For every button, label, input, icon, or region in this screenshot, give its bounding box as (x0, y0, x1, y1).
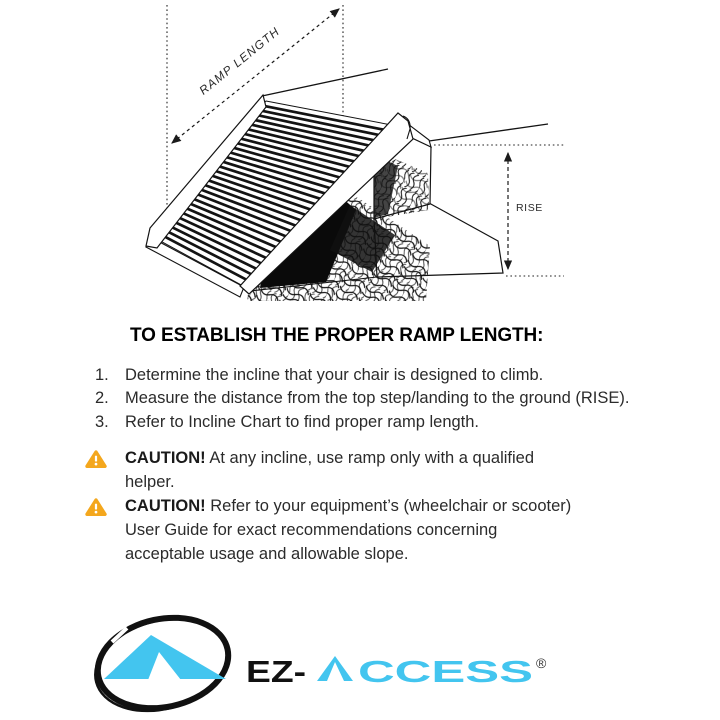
rise-label: RISE (516, 202, 543, 214)
caution-text: CAUTION! At any incline, use ramp only with a qualified helper. (125, 449, 535, 491)
logo-text-ccess: CCESS (358, 654, 533, 689)
list-item-text: Refer to Incline Chart to find proper ramp length. (125, 412, 480, 431)
ramp-diagram (0, 0, 720, 310)
warning-triangle-icon (85, 494, 107, 517)
caution-label: CAUTION! (125, 449, 206, 467)
list-item-text: Determine the incline that your chair is designed to climb. (125, 366, 544, 384)
list-item-text: Measure the distance from the top step/landing to the ground (RISE). (125, 389, 630, 408)
logo-swoosh-icon (85, 605, 237, 720)
list-item (95, 387, 629, 410)
caution-item (85, 494, 645, 566)
registered-mark: ® (536, 655, 547, 671)
list-item-number: 3. (95, 412, 109, 431)
list-item-number: 1. (95, 366, 109, 384)
page-title: TO ESTABLISH THE PROPER RAMP LENGTH: (130, 325, 544, 346)
instruction-list (95, 364, 629, 434)
caution-item (85, 446, 645, 494)
caution-label: CAUTION! (125, 497, 206, 515)
caution-text: CAUTION! Refer to your equipment’s (wheelchair or scooter) User Guide for exact recommendations concerning acceptable usage and allowable slope. (125, 497, 572, 563)
ramp-length-label: RAMP LENGTH (196, 24, 283, 98)
list-item (95, 364, 629, 387)
warning-triangle-icon (85, 446, 107, 469)
list-item (95, 411, 629, 434)
caution-section (85, 446, 645, 566)
logo-text-ez: EZ- (246, 654, 306, 689)
ez-access-logo (0, 600, 720, 720)
list-item-number: 2. (95, 389, 109, 408)
